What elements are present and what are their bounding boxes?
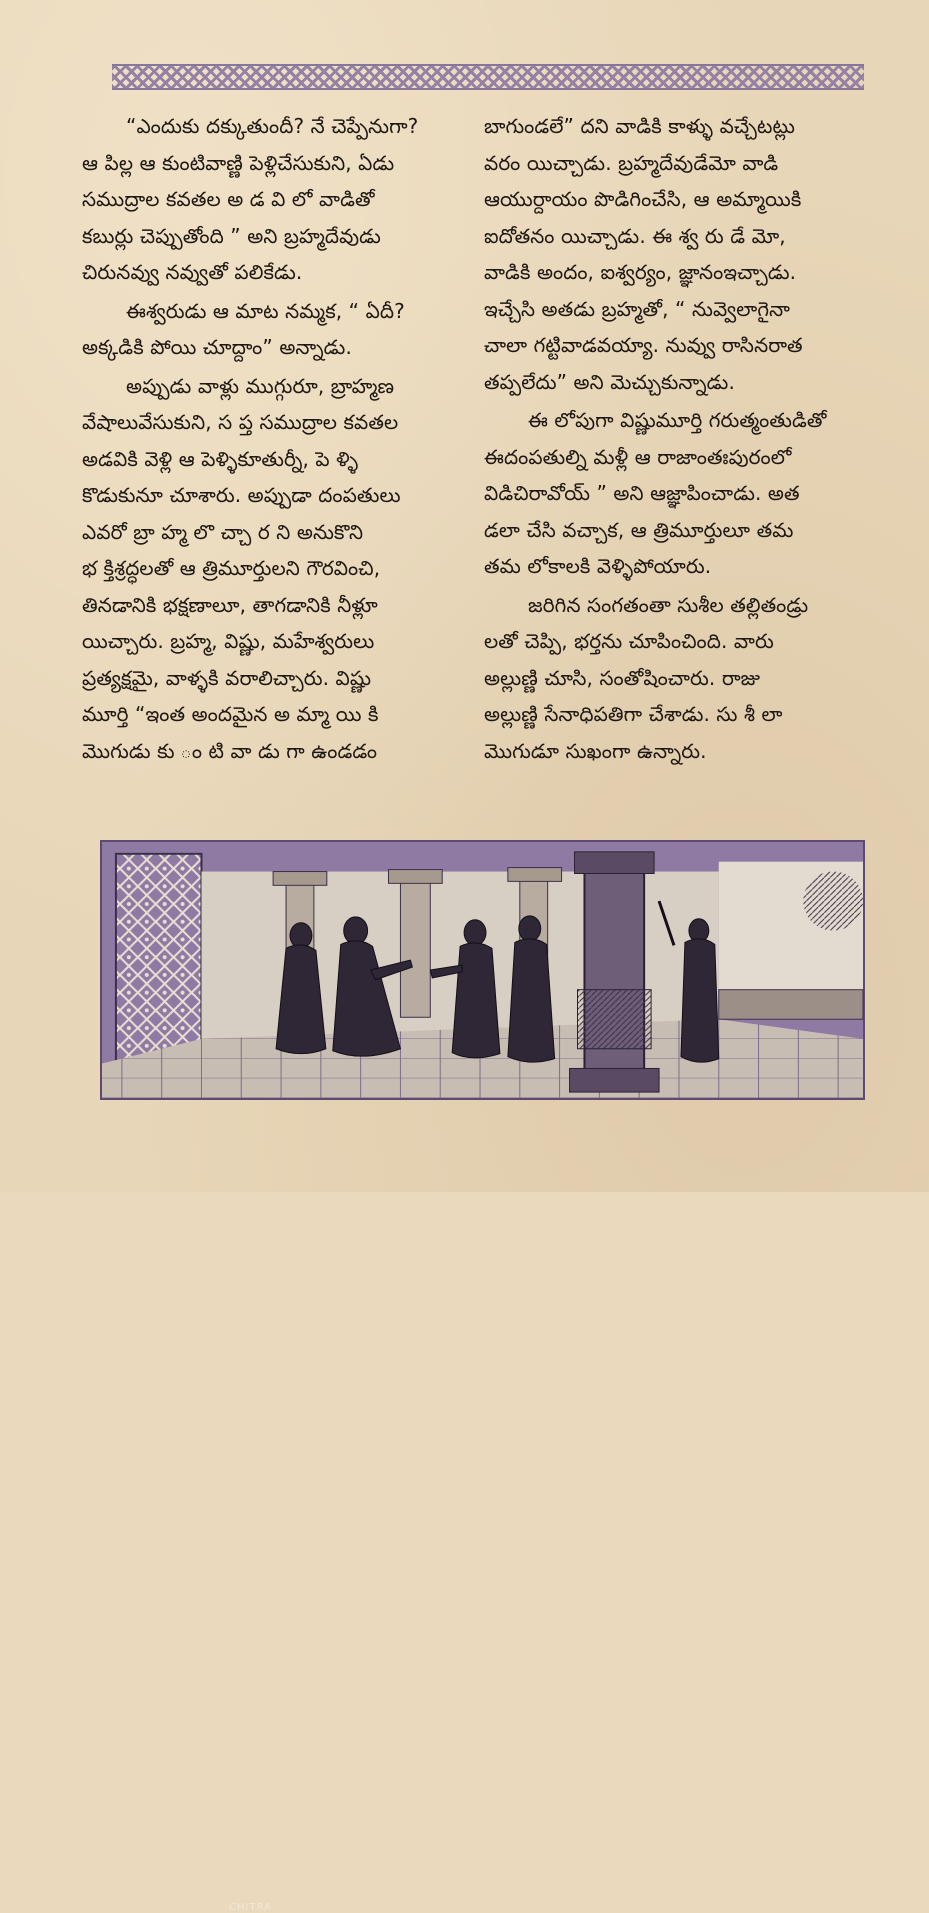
text-line: వాడికి అందం, ఐశ్వర్యం, జ్ఞానంఇచ్చాడు. bbox=[484, 260, 797, 284]
text-line: “ఎందుకు దక్కుతుందీ? నే చెప్పేనుగా? bbox=[126, 114, 419, 138]
text-line: ఈశ్వరుడు ఆ మాట నమ్మక, “ ఏదీ? bbox=[126, 298, 405, 323]
text-line: అడవికి వెళ్లి ఆ పెళ్ళికూతుర్నీ, పె ళ్ళి bbox=[82, 446, 359, 471]
artist-signature: CHITRA bbox=[229, 1902, 272, 1913]
paragraph bbox=[484, 108, 872, 400]
text-line: సముద్రాల కవతల అ డ వి లో వాడితో bbox=[82, 187, 375, 211]
text-line: చాలా గట్టివాడవయ్యా. నువ్వు రాసినరాత bbox=[484, 333, 803, 357]
text-line: ప్రత్యక్షమై, వాళ్ళకి వరాలిచ్చారు. విష్ణు bbox=[82, 665, 372, 690]
text-line: డలా చేసి వచ్చాక, ఆ త్రిమూర్తులూ తమ bbox=[484, 517, 794, 542]
decorative-border-strip bbox=[112, 64, 864, 90]
text-line: కొడుకునూ చూశారు. అప్పుడా దంపతులు bbox=[82, 483, 401, 507]
text-line: ఆయుర్దాయం పొడిగించేసి, ఆ అమ్మాయికి bbox=[484, 187, 802, 211]
text-line: ఐదోతనం యిచ్చాడు. ఈ శ్వ రు డే మో, bbox=[484, 223, 786, 248]
text-line: వరం యిచ్చాడు. బ్రహ్మదేవుడేమో వాడి bbox=[484, 150, 779, 175]
text-line: తినడానికి భక్షణాలూ, తాగడానికి నీళ్లూ bbox=[82, 592, 378, 617]
text-line: మూర్తి “ఇంత అందమైన అ మ్మా యి కి bbox=[82, 702, 379, 726]
text-line: అప్పుడు వాళ్లు ముగ్గురూ, బ్రాహ్మణ bbox=[126, 373, 395, 398]
text-line: బాగుండలే” దని వాడికి కాళ్ళు వచ్చేటట్లు bbox=[484, 114, 795, 138]
illustration-drawing bbox=[102, 842, 863, 1098]
text-line: ఈదంపతుల్ని మళ్లీ ఆ రాజాంతఃపురంలో bbox=[484, 444, 792, 469]
text-line: వేషాలువేసుకుని, స ప్త సముద్రాల కవతల bbox=[82, 410, 399, 434]
paragraph bbox=[484, 587, 872, 770]
text-line: అక్కడికి పోయి చూద్దాం” అన్నాడు. bbox=[82, 335, 352, 359]
text-line: ఆ పిల్ల ఆ కుంటివాణ్ణి పెళ్లిచేసుకుని, ఏడు bbox=[82, 150, 395, 175]
text-line: మొగుడు కు ం టి వా డు గా ఉండడం bbox=[82, 738, 378, 763]
text-columns bbox=[82, 108, 872, 828]
text-line: లతో చెప్పి, భర్తను చూపించింది. వారు bbox=[484, 629, 774, 653]
text-line: విడిచిరావోయ్ ” అని ఆజ్ఞాపించాడు. అత bbox=[484, 481, 800, 505]
paragraph bbox=[82, 108, 470, 291]
text-line: మొగుడూ సుఖంగా ఉన్నారు. bbox=[484, 738, 707, 763]
paragraph bbox=[82, 368, 470, 770]
text-line: భ క్తిశ్రద్ధలతో ఆ త్రిమూర్తులని గౌరవించి, bbox=[82, 556, 381, 580]
story-illustration bbox=[100, 840, 865, 1913]
text-line: అల్లుణ్ణి చూసి, సంతోషించారు. రాజు bbox=[484, 665, 761, 690]
right-column bbox=[484, 108, 872, 828]
text-line: ఎవరో బ్రా హ్మ లొ చ్చా ర ని అనుకొని bbox=[82, 519, 364, 544]
text-line: కబుర్లు చెప్పుతోంది ” అని బ్రహ్మదేవుడు bbox=[82, 223, 381, 248]
text-line: ఈ లోపుగా విష్ణుమూర్తి గరుత్మంతుడితో bbox=[528, 408, 827, 432]
paragraph bbox=[82, 293, 470, 366]
text-line: యిచ్చారు. బ్రహ్మ, విష్ణు, మహేశ్వరులు bbox=[82, 629, 375, 653]
text-line: తప్పలేదు” అని మెచ్చుకున్నాడు. bbox=[484, 369, 735, 394]
text-line: చిరునవ్వు నవ్వుతో పలికేడు. bbox=[82, 260, 303, 284]
text-line: జరిగిన సంగతంతా సుశీల తల్లితండ్రు bbox=[528, 592, 809, 617]
text-line: ఇచ్చేసి అతడు బ్రహ్మతో, “ నువ్వెలాగైనా bbox=[484, 296, 790, 321]
text-line: తమ లోకాలకి వెళ్ళిపోయారు. bbox=[484, 554, 712, 578]
paragraph bbox=[484, 402, 872, 585]
text-line: అల్లుణ్ణి సేనాధిపతిగా చేశాడు. సు శీ లా bbox=[484, 702, 783, 726]
left-column bbox=[82, 108, 470, 828]
